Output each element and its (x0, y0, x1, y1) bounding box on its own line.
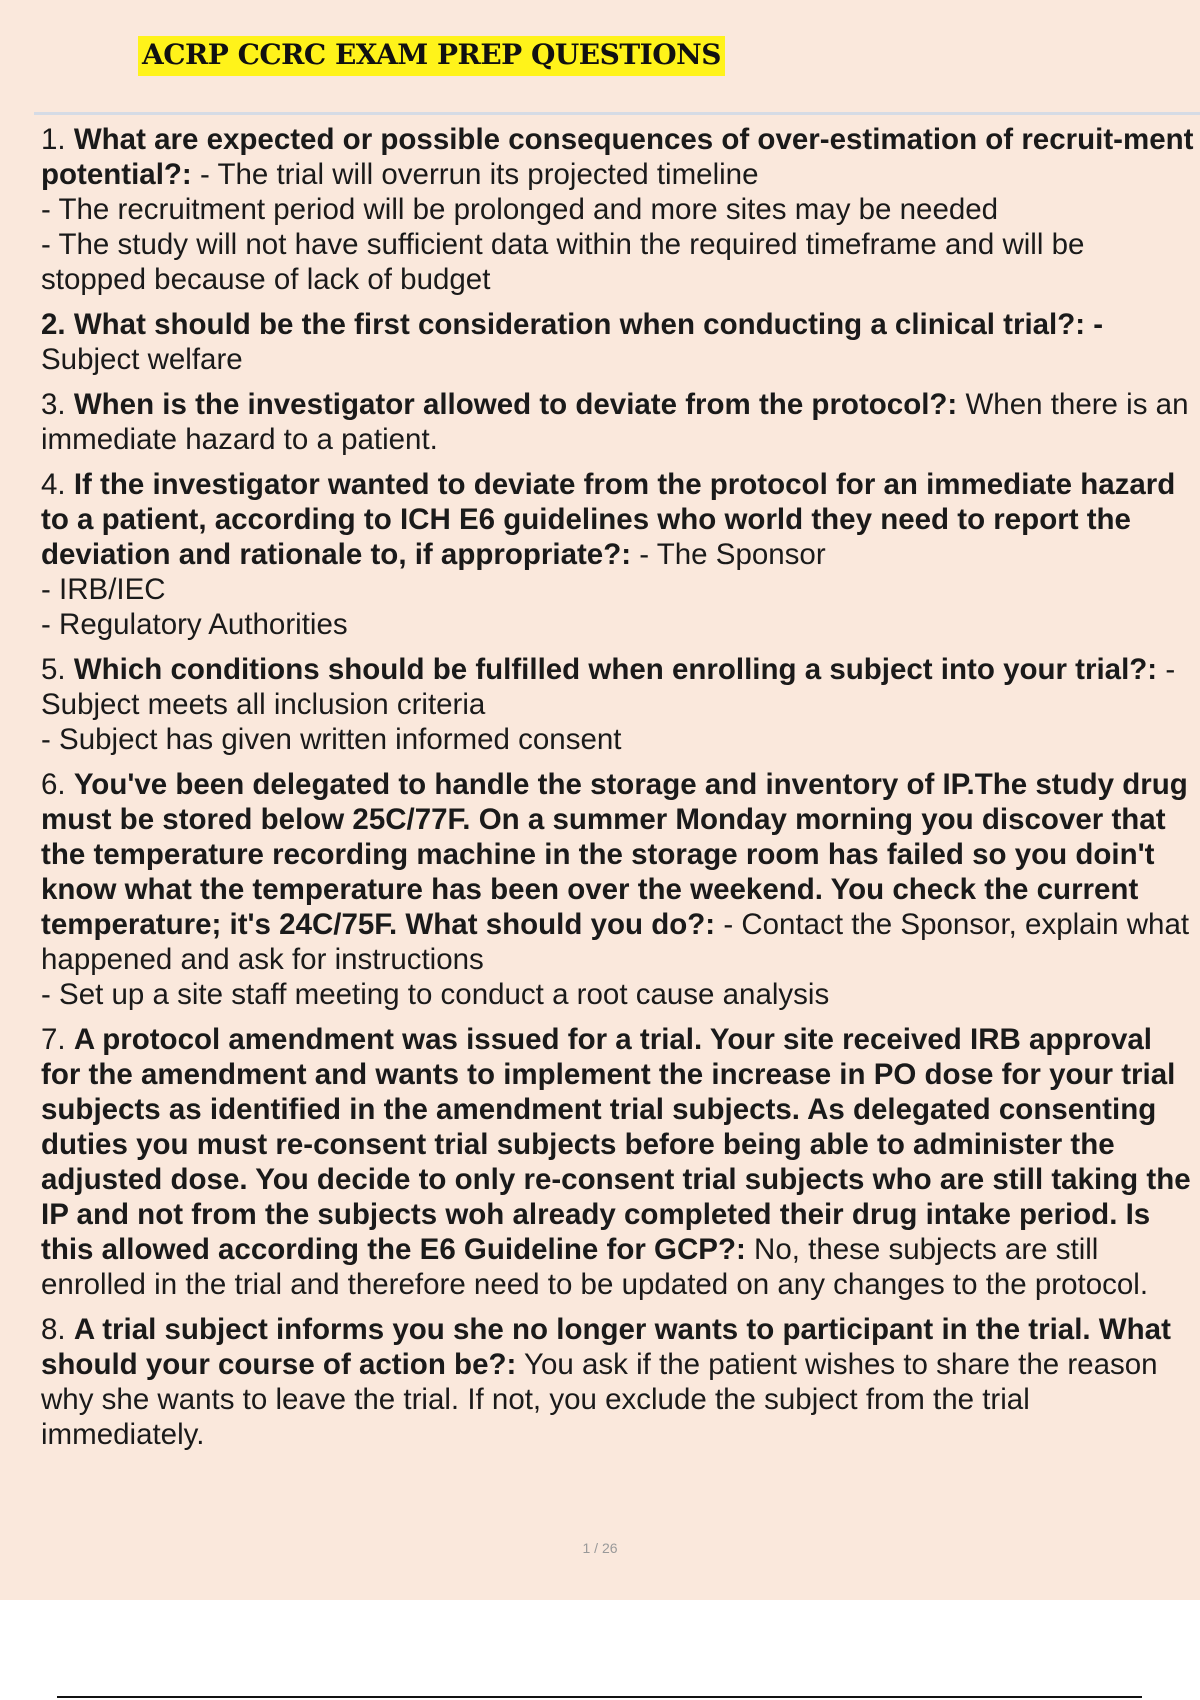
page-number: 1 / 26 (582, 1540, 618, 1556)
question-number: 3. (41, 388, 66, 421)
question-4 (41, 467, 1196, 642)
answer-text: - The study will not have sufficient data within the required timeframe and will be stopped because of lack of budget (41, 228, 1085, 296)
question-number: 4. (41, 468, 66, 501)
question-1 (41, 122, 1196, 297)
question-text: If the investigator wanted to deviate from the protocol for an immediate hazard to a patient, according to ICH E6 guidelines who world they need to report the deviation and rationale to, if appropriate?: (41, 468, 1176, 571)
question-3 (41, 387, 1196, 457)
question-number: 6. (41, 768, 66, 801)
question-text: What are expected or possible consequences of over-estimation of recruit-ment potential?: (41, 123, 1194, 191)
question-text: Which conditions should be fulfilled when enrolling a subject into your trial?: (73, 653, 1158, 686)
question-number: 8. (41, 1313, 66, 1346)
question-number: 5. (41, 653, 66, 686)
question-7 (41, 1022, 1196, 1302)
answer-text: Subject welfare (41, 343, 243, 376)
question-text: A trial subject informs you she no longer wants to participant in the trial. What should your course of action be?: (41, 1313, 1171, 1381)
answer-text: - Regulatory Authorities (41, 608, 348, 641)
answer-text: - Contact the Sponsor, explain what happened and ask for instructions (41, 908, 1190, 976)
question-text: You've been delegated to handle the storage and inventory of IP.The study drug must be stored below 25C/77F. On a summer Monday morning you discover that the temperature recording machine in the storage room has failed so you doin't know what the temperature has been over the weekend. You check the current temperature; it's 24C/75F. What should you do?: (41, 768, 1188, 941)
question-text: A protocol amendment was issued for a trial. Your site received IRB approval for the amendment and wants to implement the increase in PO dose for your trial subjects as identified in the amendment trial subjects. As delegated consenting duties you must re-consent trial subjects before being able to administer the adjusted dose. You decide to only re-consent trial subjects who are still taking the IP and not from the subjects woh already completed their drug intake period. Is this allowed according the E6 Guideline for GCP?: (41, 1023, 1191, 1266)
answer-text: - Set up a site staff meeting to conduct a root cause analysis (41, 978, 830, 1011)
question-list (41, 122, 1196, 1462)
question-2 (41, 307, 1196, 377)
answer-text: - The trial will overrun its projected timeline (199, 158, 759, 191)
question-number: 2. (41, 308, 66, 341)
answer-text: - IRB/IEC (41, 573, 166, 606)
question-number: 1. (41, 123, 66, 156)
question-6 (41, 767, 1196, 1012)
answer-text: - The Sponsor (639, 538, 826, 571)
answer-text: - The recruitment period will be prolonged and more sites may be needed (41, 193, 999, 226)
question-text: When is the investigator allowed to deviate from the protocol?: (73, 388, 958, 421)
question-number: 7. (41, 1023, 66, 1056)
answer-text: No, these subjects are still enrolled in the trial and therefore need to be updated on any changes to the protocol. (41, 1233, 1149, 1301)
question-8 (41, 1312, 1196, 1452)
question-text: What should be the first consideration when conducting a clinical trial?: - (73, 308, 1104, 341)
page-bottom-divider (57, 1696, 1142, 1698)
answer-text: When there is an immediate hazard to a patient. (41, 388, 1189, 456)
question-5 (41, 652, 1196, 757)
header-divider (34, 112, 1200, 115)
answer-text: - Subject has given written informed consent (41, 723, 622, 756)
answer-text: - Subject meets all inclusion criteria (41, 653, 1176, 721)
document-title: ACRP CCRC EXAM PREP QUESTIONS (138, 36, 725, 76)
answer-text: You ask if the patient wishes to share the reason why she wants to leave the trial. If not, you exclude the subject from the trial immediately. (41, 1348, 1158, 1451)
